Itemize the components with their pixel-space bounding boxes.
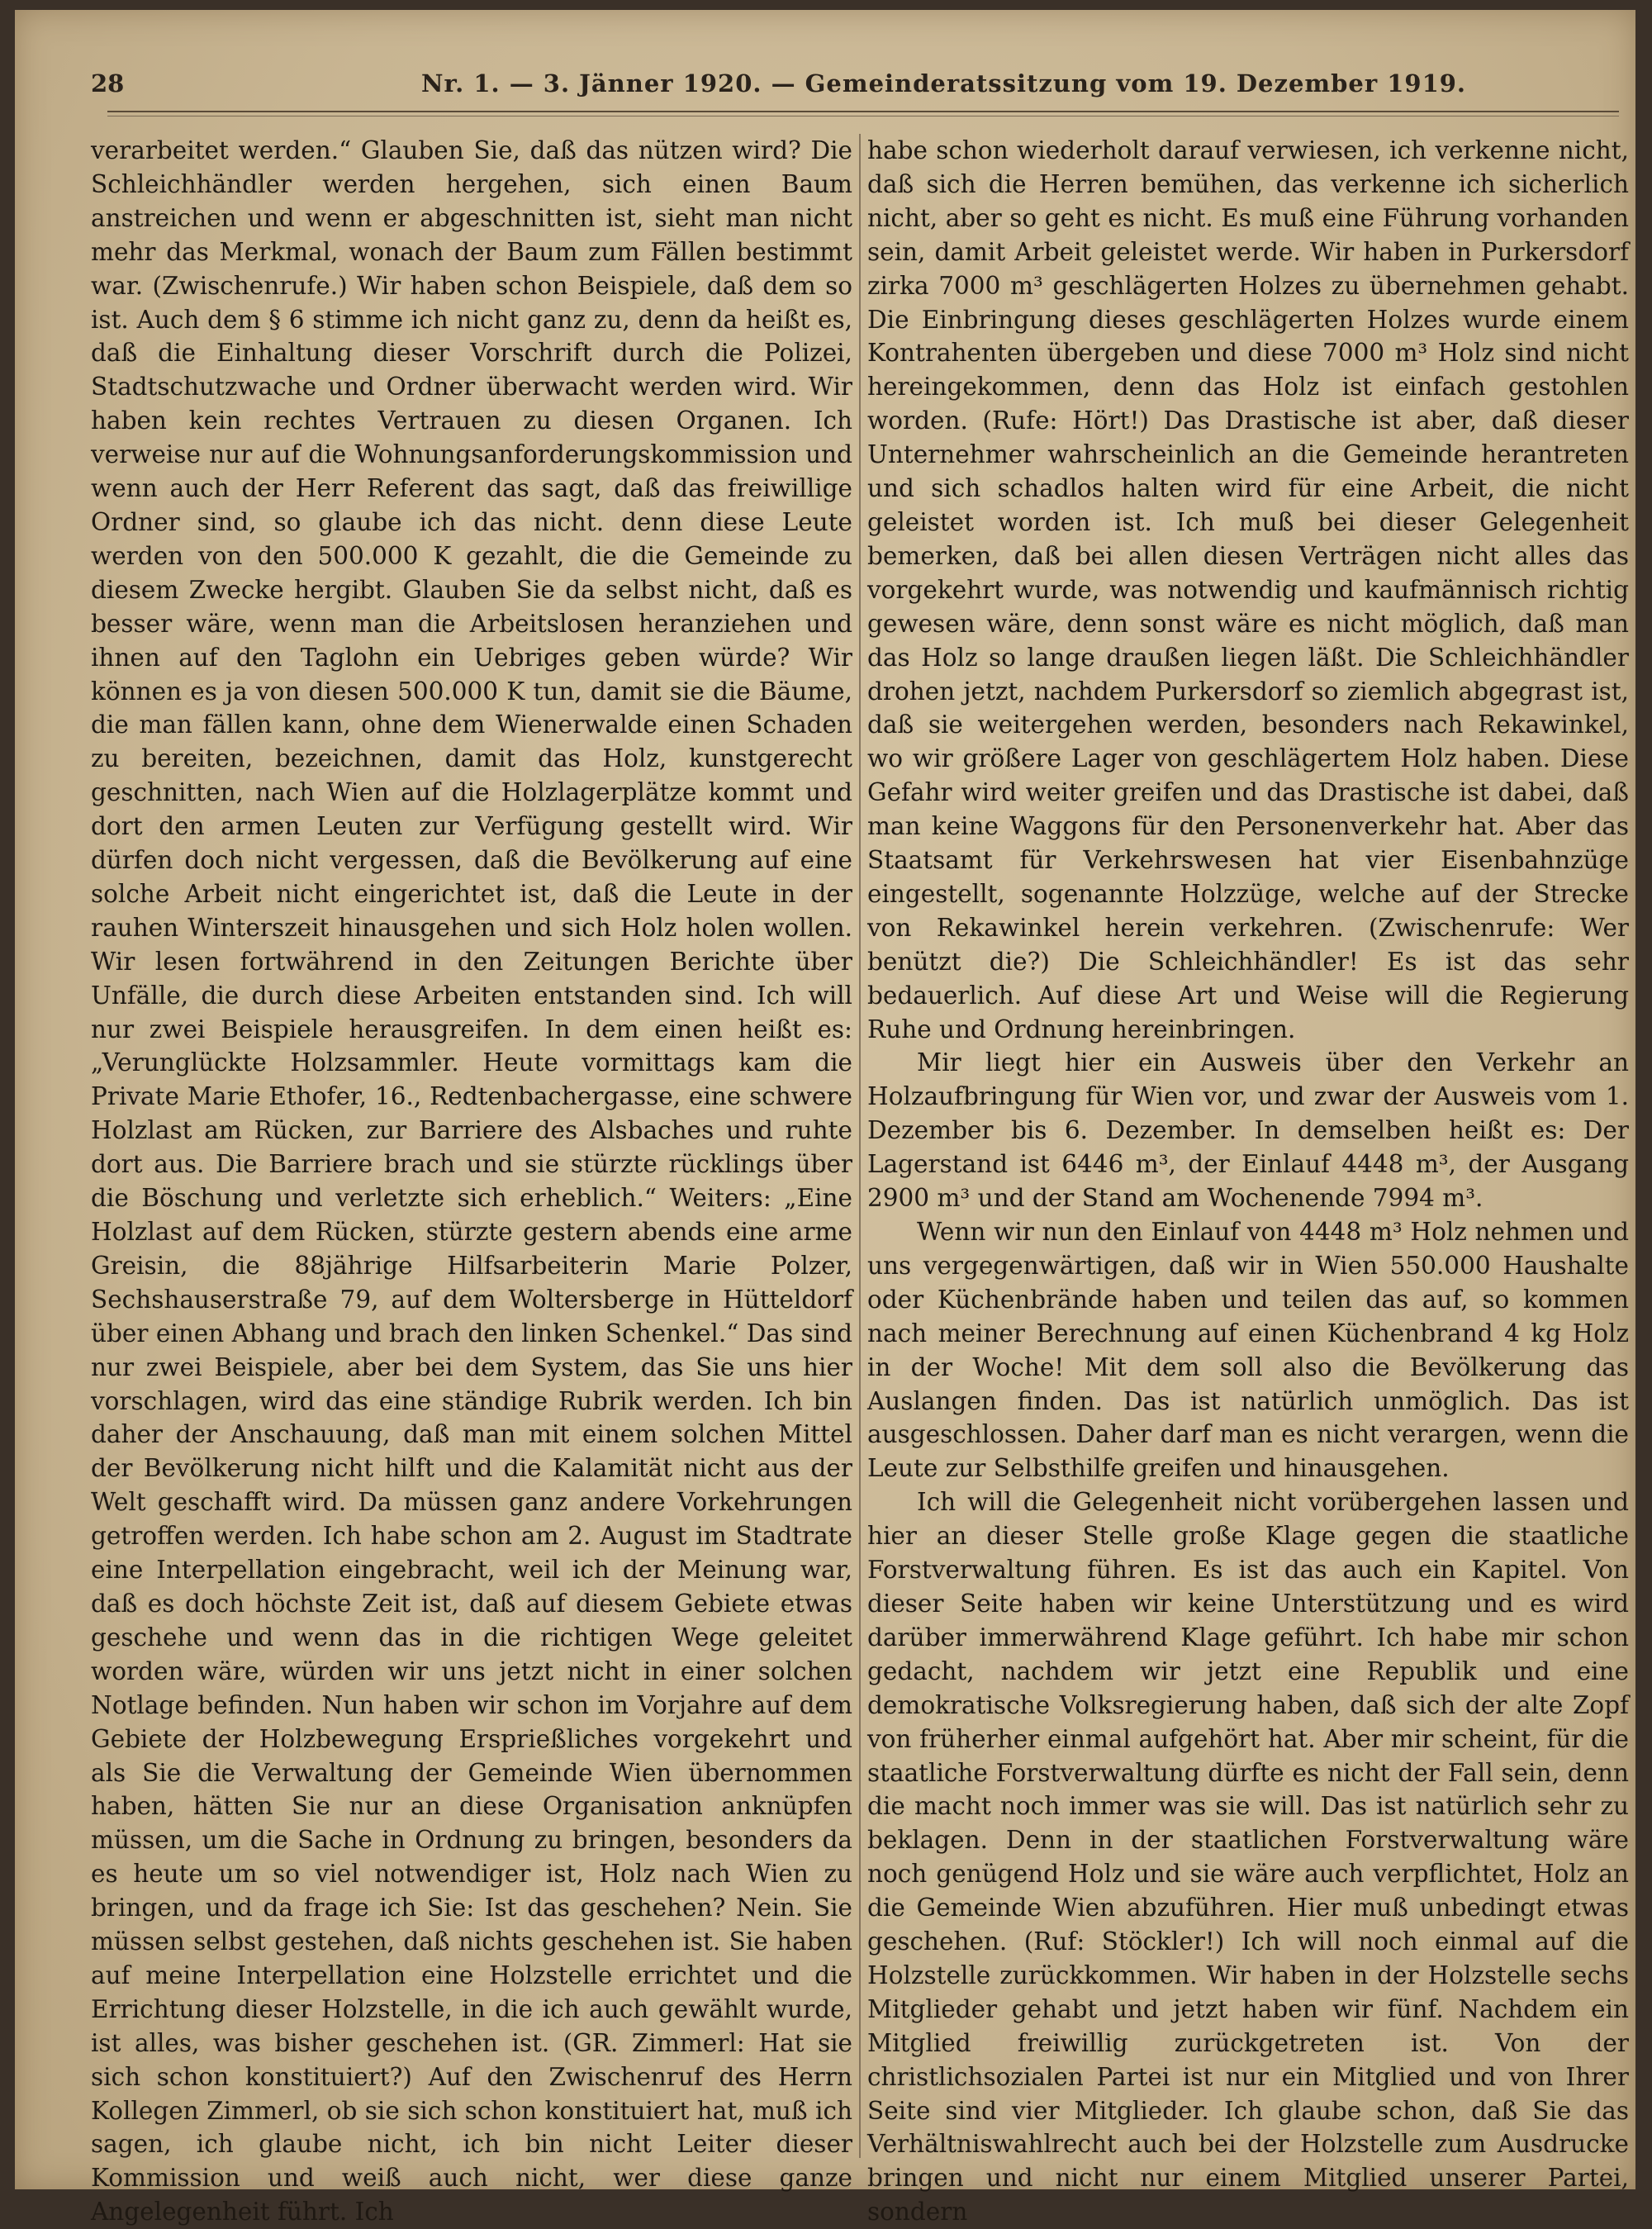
running-title: Nr. 1. — 3. Jänner 1920. — Gemeinderatssitzung vom 19. Dezember 1919. [421, 69, 1467, 97]
header-rule [107, 111, 1619, 116]
page-header [91, 63, 1467, 104]
column-divider [859, 134, 861, 2158]
newspaper-page [15, 10, 1635, 2227]
paragraph: Wenn wir nun den Einlauf von 4448 m³ Holz nehmen und uns vergegenwärtigen, daß wir in Wien 550.000 Haushalte oder Küchenbrände haben und teilen das auf, so kommen nach meiner Berechnung auf einen Küchenbrand 4 kg Holz in der Woche! Mit dem soll also die Bevölkerung das Auslangen finden. Das ist natürlich unmöglich. Das ist ausgeschlossen. Daher darf man es nicht verargen, wenn die Leute zur Selbsthilfe greifen und hinausgehen. [867, 1218, 1629, 1483]
page-number: 28 [91, 69, 125, 97]
paragraph: habe schon wiederholt darauf verwiesen, ich verkenne nicht, daß sich die Herren bemühen, das verkenne ich sicherlich nicht, aber so geht es nicht. Es muß eine Führung vorhanden sein, damit Arbeit geleistet werde. Wir haben in Purkersdorf zirka 7000 m³ geschlägerten Holzes zu übernehmen gehabt. Die Einbringung dieses geschlägerten Holzes wurde einem Kontrahenten übergeben und diese 7000 m³ Holz sind nicht hereingekommen, denn das Holz ist einfach gestohlen worden. (Rufe: Hört!) Das Drastische ist aber, daß dieser Unternehmer wahrscheinlich an die Gemeinde herantreten und sich schadlos halten wird für eine Arbeit, die nicht geleistet worden ist. Ich muß bei dieser Gelegenheit bemerken, daß bei allen diesen Verträgen nicht alles das vorgekehrt wurde, was notwendig und kaufmännisch richtig gewesen wäre, denn sonst wäre es nicht möglich, daß man das Holz so lange draußen liegen läßt. Die Schleichhändler drohen jetzt, nachdem Purkersdorf so ziemlich abgegrast ist, daß sie weitergehen werden, besonders nach Rekawinkel, wo wir größere Lager von geschlägertem Holz haben. Diese Gefahr wird weiter greifen und das Drastische ist dabei, daß man keine Waggons für den Personenverkehr hat. Aber das Staatsamt für Verkehrswesen hat vier Eisenbahnzüge eingestellt, sogenannte Holzzüge, welche auf der Strecke von Rekawinkel herein verkehren. (Zwischenrufe: Wer benützt die?) Die Schleichhändler! Es ist das sehr bedauerlich. Auf diese Art und Weise will die Regierung Ruhe und Ordnung hereinbringen. [867, 136, 1629, 1043]
paragraph: Mir liegt hier ein Ausweis über den Verkehr an Holzaufbringung für Wien vor, und zwar der Ausweis vom 1. Dezember bis 6. Dezember. In demselben heißt es: Der Lagerstand ist 6446 m³, der Einlauf 4448 m³, der Ausgang 2900 m³ und der Stand am Wochenende 7994 m³. [867, 1048, 1629, 1213]
right-column [867, 134, 1629, 2227]
paragraph: Ich will die Gelegenheit nicht vorübergehen lassen und hier an dieser Stelle große Klage gegen die staatliche Forstverwaltung führen. Es ist das auch ein Kapitel. Von dieser Seite haben wir keine Unterstützung und es wird darüber immerwährend Klage geführt. Ich habe mir schon gedacht, nachdem wir jetzt eine Republik und eine demokratische Volksregierung haben, daß sich der alte Zopf von früherher einmal aufgehört hat. Aber mir scheint, für die staatliche Forstverwaltung dürfte es nicht der Fall sein, denn die macht noch immer was sie will. Das ist natürlich sehr zu beklagen. Denn in der staatlichen Forstverwaltung wäre noch genügend Holz und sie wäre auch verpflichtet, Holz an die Gemeinde Wien abzuführen. Hier muß unbedingt etwas geschehen. (Ruf: Stöckler!) Ich will noch einmal auf die Holzstelle zurückkommen. Wir haben in der Holzstelle sechs Mitglieder gehabt und jetzt haben wir fünf. Nachdem ein Mitglied freiwillig zurückgetreten ist. Von der christlichsozialen Partei ist nur ein Mitglied und von Ihrer Seite sind vier Mitglieder. Ich glaube schon, daß Sie das Verhältniswahlrecht auch bei der Holzstelle zum Ausdrucke bringen und nicht nur einem Mitglied unserer Partei, sondern [867, 1488, 1629, 2227]
paragraph: verarbeitet werden.“ Glauben Sie, daß das nützen wird? Die Schleichhändler werden hergehen, sich einen Baum anstreichen und wenn er abgeschnitten ist, sieht man nicht mehr das Merkmal, wonach der Baum zum Fällen bestimmt war. (Zwischenrufe.) Wir haben schon Beispiele, daß dem so ist. Auch dem § 6 stimme ich nicht ganz zu, denn da heißt es, daß die Einhaltung dieser Vorschrift durch die Polizei, Stadtschutzwache und Ordner überwacht werden wird. Wir haben kein rechtes Vertrauen zu diesen Organen. Ich verweise nur auf die Wohnungsanforderungskommission und wenn auch der Herr Referent das sagt, daß das freiwillige Ordner sind, so glaube ich das nicht. denn diese Leute werden von den 500.000 K gezahlt, die die Gemeinde zu diesem Zwecke hergibt. Glauben Sie da selbst nicht, daß es besser wäre, wenn man die Arbeitslosen heranziehen und ihnen auf den Taglohn ein Uebriges geben würde? Wir können es ja von diesen 500.000 K tun, damit sie die Bäume, die man fällen kann, ohne dem Wienerwalde einen Schaden zu bereiten, bezeichnen, damit das Holz, kunstgerecht geschnitten, nach Wien auf die Holzlagerplätze kommt und dort den armen Leuten zur Verfügung gestellt wird. Wir dürfen doch nicht vergessen, daß die Bevölkerung auf eine solche Arbeit nicht eingerichtet ist, daß die Leute in der rauhen Winterszeit hinausgehen und sich Holz holen wollen. Wir lesen fortwährend in den Zeitungen Berichte über Unfälle, die durch diese Arbeiten entstanden sind. Ich will nur zwei Beispiele herausgreifen. In dem einen heißt es: „Verunglückte Holzsammler. Heute vormittags kam die Private Marie Ethofer, 16., Redtenbachergasse, eine schwere Holzlast am Rücken, zur Barriere des Alsbaches und ruhte dort aus. Die Barriere brach und sie stürzte rücklings über die Böschung und verletzte sich erheblich.“ Weiters: „Eine Holzlast auf dem Rücken, stürzte gestern abends eine arme Greisin, die 88jährige Hilfsarbeiterin Marie Polzer, Sechshauserstraße 79, auf dem Woltersberge in Hütteldorf über einen Abhang und brach den linken Schenkel.“ Das sind nur zwei Beispiele, aber bei dem System, das Sie uns hier vorschlagen, wird das eine ständige Rubrik werden. Ich bin daher der Anschauung, daß man mit einem solchen Mittel der Bevölkerung nicht hilft und die Kalamität nicht aus der Welt geschafft wird. Da müssen ganz andere Vorkehrungen getroffen werden. Ich habe schon am 2. August im Stadtrate eine Interpellation eingebracht, weil ich der Meinung war, daß es doch höchste Zeit ist, daß auf diesem Gebiete etwas geschehe und wenn das in die richtigen Wege geleitet worden wäre, würden wir uns jetzt nicht in einer solchen Notlage befinden. Nun haben wir schon im Vorjahre auf dem Gebiete der Holzbewegung Ersprießliches vorgekehrt und als Sie die Verwaltung der Gemeinde Wien übernommen haben, hätten Sie nur an diese Organisation anknüpfen müssen, um die Sache in Ordnung zu bringen, besonders da es heute um so viel notwendiger ist, Holz nach Wien zu bringen, und da frage ich Sie: Ist das geschehen? Nein. Sie müssen selbst gestehen, daß nichts geschehen ist. Sie haben auf meine Interpellation eine Holzstelle errichtet und die Errichtung dieser Holzstelle, in die ich auch gewählt wurde, ist alles, was bisher geschehen ist. (GR. Zimmerl: Hat sie sich schon konstituiert?) Auf den Zwischenruf des Herrn Kollegen Zimmerl, ob sie sich schon konstituiert hat, muß ich sagen, ich glaube nicht, ich bin nicht Leiter dieser Kommission und weiß auch nicht, wer diese ganze Angelegenheit führt. Ich [91, 136, 852, 2227]
left-column [91, 134, 852, 2227]
